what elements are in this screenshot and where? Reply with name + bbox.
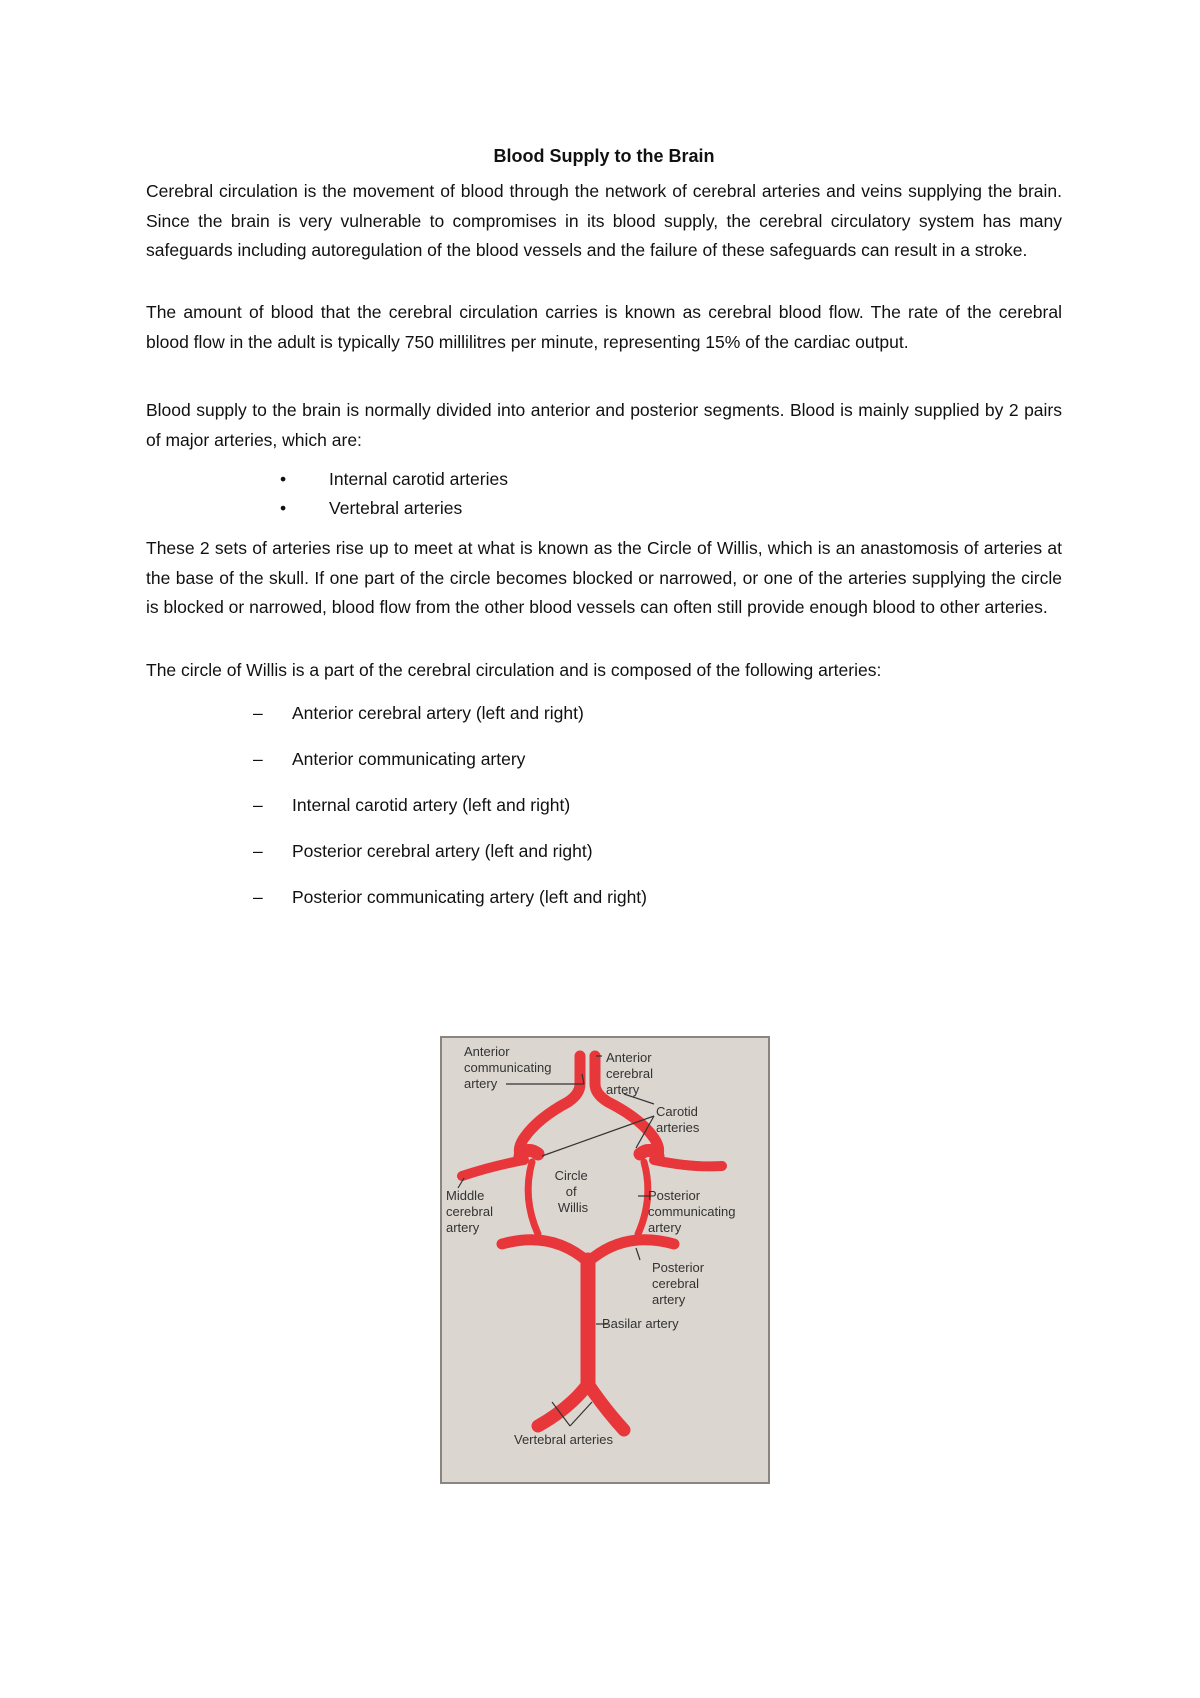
list-item: • Internal carotid arteries	[146, 465, 1062, 494]
label-carotid-arteries: Carotid arteries	[656, 1104, 700, 1135]
left-middle-cerebral-artery	[462, 1160, 524, 1176]
label-posterior-cerebral-artery: Posterior cerebral artery	[652, 1260, 705, 1307]
left-vertebral-artery	[538, 1384, 588, 1426]
dash-icon: –	[253, 749, 263, 769]
circle-of-willis-figure	[440, 1036, 770, 1484]
page-title: Blood Supply to the Brain	[493, 146, 715, 166]
dash-icon: –	[253, 795, 263, 815]
paragraph-blood-supply: Blood supply to the brain is normally divided into anterior and posterior segments. Blood is mainly supplied by 2 pairs of major arteries, which are:	[146, 400, 1062, 450]
list-item: • Vertebral arteries	[146, 494, 1062, 523]
label-vertebral-arteries: Vertebral arteries	[514, 1432, 613, 1447]
circle-of-willis-diagram	[442, 1038, 768, 1482]
major-arteries-list	[146, 465, 1062, 523]
label-posterior-communicating-artery: Posterior communicating artery	[648, 1188, 736, 1235]
list-item: – Internal carotid artery (left and right)	[146, 791, 1062, 837]
label-anterior-communicating-artery: Anterior communicating artery	[464, 1044, 552, 1091]
paragraph-cerebral-circulation: Cerebral circulation is the movement of blood through the network of cerebral arteries and veins supplying the brain. Since the brain is very vulnerable to compromises in its blood supply, the cerebral circulatory system has many safeguards including autoregulation of the blood vessels and the failure of these safeguards can result in a stroke.	[146, 181, 1062, 260]
label-circle-of-willis: Circle of Willis	[554, 1168, 589, 1215]
list-item: – Posterior communicating artery (left and right)	[146, 883, 1062, 929]
list-item: – Anterior communicating artery	[146, 745, 1062, 791]
left-posterior-cerebral-artery	[502, 1240, 588, 1262]
right-posterior-communicating-artery	[638, 1162, 648, 1234]
right-middle-cerebral-artery	[654, 1160, 722, 1166]
paragraph-circle-of-willis: These 2 sets of arteries rise up to meet at what is known as the Circle of Willis, which is an anastomosis of arteries at the base of the skull. If one part of the circle becomes blocked or narrowed, or one of the arteries supplying the circle is blocked or narrowed, blood flow from the other blood vessels can often still provide enough blood to other arteries.	[146, 538, 1062, 617]
list-item: – Posterior cerebral artery (left and right)	[146, 837, 1062, 883]
dash-icon: –	[253, 703, 263, 723]
dash-icon: –	[253, 841, 263, 861]
right-posterior-cerebral-artery	[588, 1240, 674, 1262]
bullet-icon: •	[280, 498, 287, 518]
label-anterior-cerebral-artery: Anterior cerebral artery	[606, 1050, 653, 1097]
list-item: – Anterior cerebral artery (left and right)	[146, 699, 1062, 745]
paragraph-blood-flow: The amount of blood that the cerebral circulation carries is known as cerebral blood flow. The rate of the cerebral blood flow in the adult is typically 750 millilitres per minute, representing 15% of the cardiac output.	[146, 302, 1062, 352]
bullet-icon: •	[280, 469, 287, 489]
paragraph-circle-composition: The circle of Willis is a part of the cerebral circulation and is composed of the following arteries:	[146, 660, 882, 680]
dash-icon: –	[253, 887, 263, 907]
circle-arteries-list	[146, 699, 1062, 929]
label-middle-cerebral-artery: Middle cerebral artery	[446, 1188, 493, 1235]
label-basilar-artery: Basilar artery	[602, 1316, 679, 1331]
right-vertebral-artery	[588, 1384, 624, 1430]
pointer-line	[636, 1248, 640, 1260]
left-posterior-communicating-artery	[528, 1162, 538, 1234]
